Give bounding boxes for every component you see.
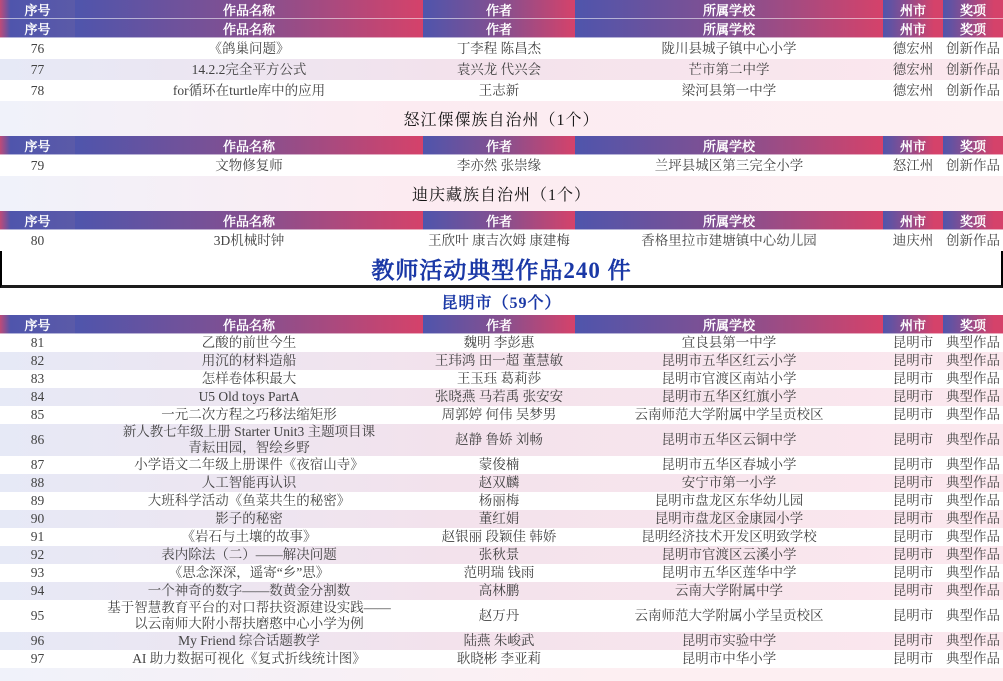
header-cell-school: 所属学校 [575, 0, 883, 19]
cell-title [75, 155, 423, 176]
cell-city: 怒江州 [892, 157, 934, 173]
cell-authors: 蒙俊楠 [478, 457, 520, 473]
cell-award: 典型作品 [946, 651, 1000, 667]
cell-authors: 赵银丽 段颖佳 韩娇 [441, 529, 557, 545]
table-row [0, 492, 1003, 510]
title-line: 《思念深深，遥寄“乡”思》 [168, 565, 330, 581]
cell-school: 安宁市第一小学 [681, 475, 777, 491]
table-row [0, 564, 1003, 582]
title-line: 《鸽巢问题》 [208, 40, 290, 56]
results-table [0, 211, 1003, 251]
header-cell-authors: 作者 [423, 0, 575, 19]
title-line: 新人教七年级上册 Starter Unit3 主题项目课 [122, 424, 376, 440]
cell-no: 80 [30, 232, 45, 248]
cell-award: 创新作品 [946, 40, 1000, 56]
cell-city: 德宏州 [892, 82, 934, 98]
cell-school: 梁河县第一中学 [681, 82, 777, 98]
cell-title [75, 38, 423, 59]
cell-school: 昆明经济技术开发区明致学校 [641, 529, 817, 545]
cell-school: 云南师范大学附属小学呈贡校区 [634, 608, 824, 624]
table-row [0, 650, 1003, 668]
table-row [0, 456, 1003, 474]
cell-no: 88 [30, 475, 45, 491]
cell-no: 76 [30, 40, 45, 56]
header-cell-city: 州市 [883, 19, 943, 38]
cell-city: 迪庆州 [892, 232, 934, 248]
cell-city: 昆明市 [892, 633, 934, 649]
header-cell-authors: 作者 [423, 136, 575, 155]
table-row [0, 600, 1003, 632]
cell-authors: 赵万丹 [478, 608, 520, 624]
cell-award: 典型作品 [946, 565, 1000, 581]
cell-no: 77 [30, 61, 45, 77]
cell-city: 昆明市 [892, 389, 934, 405]
cell-award: 创新作品 [946, 232, 1000, 248]
cell-award: 典型作品 [946, 633, 1000, 649]
cell-school: 陇川县城子镇中心小学 [661, 40, 797, 56]
header-cell-award: 奖项 [943, 211, 1003, 230]
cell-authors: 王欣叶 康吉次姆 康建梅 [428, 232, 570, 248]
title-line: for循环在turtle库中的应用 [172, 82, 326, 98]
cell-title [75, 388, 423, 406]
table-row [0, 388, 1003, 406]
cell-school: 兰坪县城区第三完全小学 [654, 157, 804, 173]
table-row [0, 38, 1003, 59]
cell-no: 85 [30, 407, 45, 423]
cell-no: 79 [30, 157, 45, 173]
cell-authors: 王玮鸿 田一超 董慧敏 [434, 353, 564, 369]
header-cell-school: 所属学校 [575, 211, 883, 230]
header-row [0, 211, 1003, 230]
header-cell-city: 州市 [883, 0, 943, 19]
table-row [0, 474, 1003, 492]
table-row [0, 424, 1003, 456]
cell-school: 云南师范大学附属中学呈贡校区 [634, 407, 824, 423]
cell-authors: 耿晓彬 李亚莉 [456, 651, 542, 667]
header-cell-school: 所属学校 [575, 315, 883, 334]
title-line: 表内除法（二）——解决问题 [161, 547, 337, 563]
cell-no: 97 [30, 651, 45, 667]
header-cell-authors: 作者 [423, 315, 575, 334]
cell-award: 典型作品 [946, 371, 1000, 387]
cell-school: 昆明市官渡区云溪小学 [661, 547, 797, 563]
cell-authors: 李亦然 张崇缘 [456, 157, 542, 173]
cell-authors: 魏明 李彭惠 [463, 335, 535, 351]
header-row [0, 136, 1003, 155]
header-cell-no: 序号 [0, 315, 75, 334]
table-row [0, 546, 1003, 564]
header-cell-school: 所属学校 [575, 136, 883, 155]
cell-city: 昆明市 [892, 371, 934, 387]
cell-no: 81 [30, 335, 45, 351]
header-cell-award: 奖项 [943, 136, 1003, 155]
cell-authors: 杨丽梅 [478, 493, 520, 509]
cell-award: 典型作品 [946, 353, 1000, 369]
cell-no: 84 [30, 389, 45, 405]
header-cell-award: 奖项 [943, 19, 1003, 38]
cell-city: 昆明市 [892, 335, 934, 351]
cell-city: 德宏州 [892, 40, 934, 56]
header-cell-award: 奖项 [943, 0, 1003, 19]
cell-city: 昆明市 [892, 608, 934, 624]
cell-award: 典型作品 [946, 511, 1000, 527]
cell-school: 昆明市五华区春城小学 [661, 457, 797, 473]
section-heading: 怒江傈僳族自治州（1个） [0, 101, 1003, 136]
cell-title [75, 492, 423, 510]
cell-school: 昆明市盘龙区东华幼儿园 [654, 493, 804, 509]
cell-school: 昆明市中华小学 [681, 651, 777, 667]
header-cell-authors: 作者 [423, 19, 575, 38]
header-cell-city: 州市 [883, 315, 943, 334]
cell-title [75, 352, 423, 370]
cell-title [75, 424, 423, 456]
cell-no: 93 [30, 565, 45, 581]
header-row [0, 315, 1003, 334]
cell-city: 昆明市 [892, 432, 934, 448]
cell-city: 昆明市 [892, 529, 934, 545]
header-cell-no: 序号 [0, 19, 75, 38]
cell-title [75, 510, 423, 528]
cell-school: 昆明市盘龙区金康园小学 [654, 511, 804, 527]
title-line: 一个神奇的数字——数黄金分割数 [147, 583, 351, 599]
cell-city: 昆明市 [892, 457, 934, 473]
table-row [0, 59, 1003, 80]
header-cell-title: 作品名称 [75, 0, 423, 19]
title-line: My Friend 综合话题教学 [178, 633, 320, 649]
cell-title [75, 582, 423, 600]
cell-no: 95 [30, 608, 45, 624]
cell-school: 香格里拉市建塘镇中心幼儿园 [641, 232, 817, 248]
cell-award: 典型作品 [946, 547, 1000, 563]
header-cell-city: 州市 [883, 211, 943, 230]
cell-authors: 周郭婷 何伟 吴梦男 [441, 407, 557, 423]
cell-award: 典型作品 [946, 335, 1000, 351]
cell-award: 典型作品 [946, 583, 1000, 599]
table-row [0, 352, 1003, 370]
title-line: 基于智慧教育平台的对口帮扶资源建设实践—— [107, 600, 391, 616]
header-cell-city: 州市 [883, 136, 943, 155]
cell-authors: 董红娟 [478, 511, 520, 527]
title-line: 怎样卷体积最大 [201, 371, 297, 387]
title-line: 大班科学活动《鱼菜共生的秘密》 [147, 493, 351, 509]
cell-authors: 高林鹏 [478, 583, 520, 599]
cell-no: 94 [30, 583, 45, 599]
cell-city: 昆明市 [892, 547, 934, 563]
cell-award: 典型作品 [946, 389, 1000, 405]
title-line: 人工智能再认识 [201, 475, 297, 491]
results-table [0, 315, 1003, 668]
header-cell-title: 作品名称 [75, 136, 423, 155]
table-row [0, 528, 1003, 546]
cell-award: 典型作品 [946, 407, 1000, 423]
cell-title [75, 334, 423, 352]
cell-city: 昆明市 [892, 493, 934, 509]
title-line: 乙酸的前世今生 [201, 335, 297, 351]
cell-authors: 袁兴龙 代兴会 [456, 61, 542, 77]
main-title: 教师活动典型作品240 件 [0, 251, 1003, 288]
cell-title [75, 406, 423, 424]
title-line: 14.2.2完全平方公式 [191, 61, 307, 77]
cell-school: 昆明市五华区云铜中学 [661, 432, 797, 448]
cell-school: 宜良县第一中学 [681, 335, 777, 351]
cell-no: 96 [30, 633, 45, 649]
title-line: U5 Old toys PartA [198, 389, 300, 405]
cell-award: 典型作品 [946, 608, 1000, 624]
cell-authors: 王志新 [478, 82, 520, 98]
cell-title [75, 632, 423, 650]
header-cell-no: 序号 [0, 136, 75, 155]
cell-title [75, 59, 423, 80]
cell-title [75, 80, 423, 101]
cell-authors: 范明瑞 钱雨 [463, 565, 535, 581]
city-heading: 昆明市（59个） [0, 288, 1003, 315]
cell-award: 创新作品 [946, 82, 1000, 98]
table-row [0, 582, 1003, 600]
cell-no: 90 [30, 511, 45, 527]
cell-award: 典型作品 [946, 493, 1000, 509]
cell-award: 创新作品 [946, 61, 1000, 77]
cell-authors: 王玉珏 葛莉莎 [456, 371, 542, 387]
cell-city: 昆明市 [892, 565, 934, 581]
cell-title [75, 370, 423, 388]
cell-authors: 丁李程 陈昌杰 [456, 40, 542, 56]
cell-school: 昆明市五华区红旗小学 [661, 389, 797, 405]
title-line: 青耘田园，智绘乡野 [188, 440, 310, 455]
cell-authors: 赵双麟 [478, 475, 520, 491]
cell-no: 86 [30, 432, 45, 448]
title-line: 《岩石与土壤的故事》 [181, 529, 317, 545]
title-line: 影子的秘密 [215, 511, 283, 527]
results-table [0, 136, 1003, 176]
cell-authors: 张秋景 [478, 547, 520, 563]
title-line: 小学语文二年级上册课件《夜宿山寺》 [134, 457, 364, 473]
cell-no: 83 [30, 371, 45, 387]
cell-title [75, 546, 423, 564]
header-row [0, 0, 1003, 19]
cell-city: 昆明市 [892, 353, 934, 369]
cell-title [75, 230, 423, 251]
footer-band [0, 668, 1003, 681]
table-row [0, 334, 1003, 352]
cell-award: 典型作品 [946, 475, 1000, 491]
cell-city: 昆明市 [892, 651, 934, 667]
title-line: 文物修复师 [215, 157, 283, 173]
table-row [0, 370, 1003, 388]
cell-school: 昆明市五华区红云小学 [661, 353, 797, 369]
cell-no: 78 [30, 82, 45, 98]
cell-school: 昆明市实验中学 [681, 633, 777, 649]
header-cell-authors: 作者 [423, 211, 575, 230]
title-line: 3D机械时钟 [213, 232, 285, 248]
table-row [0, 155, 1003, 176]
cell-authors: 陆燕 朱峻武 [463, 633, 535, 649]
header-cell-title: 作品名称 [75, 211, 423, 230]
cell-city: 昆明市 [892, 407, 934, 423]
cell-no: 89 [30, 493, 45, 509]
cell-no: 91 [30, 529, 45, 545]
cell-authors: 张晓燕 马若禹 张安安 [434, 389, 564, 405]
cell-title [75, 474, 423, 492]
table-row [0, 230, 1003, 251]
header-cell-school: 所属学校 [575, 19, 883, 38]
table-row [0, 632, 1003, 650]
cell-award: 典型作品 [946, 432, 1000, 448]
cell-school: 昆明市官渡区南站小学 [661, 371, 797, 387]
cell-award: 创新作品 [946, 157, 1000, 173]
table-row [0, 510, 1003, 528]
title-line: 以云南师大附小帮扶磨憨中心小学为例 [134, 616, 364, 631]
section-heading: 迪庆藏族自治州（1个） [0, 176, 1003, 211]
table-row [0, 406, 1003, 424]
cell-no: 82 [30, 353, 45, 369]
cell-no: 87 [30, 457, 45, 473]
cell-title [75, 564, 423, 582]
title-line: 一元二次方程之巧移法缩矩形 [161, 407, 337, 423]
cell-city: 昆明市 [892, 475, 934, 491]
cell-title [75, 456, 423, 474]
cell-title [75, 650, 423, 668]
cell-city: 德宏州 [892, 61, 934, 77]
cell-title [75, 528, 423, 546]
cell-school: 芒市第二中学 [688, 61, 770, 77]
header-cell-title: 作品名称 [75, 19, 423, 38]
cell-city: 昆明市 [892, 583, 934, 599]
header-cell-title: 作品名称 [75, 315, 423, 334]
title-line: AI 助力数据可视化《复式折线统计图》 [132, 651, 366, 667]
cell-authors: 赵静 鲁娇 刘畅 [455, 432, 543, 448]
table-row [0, 80, 1003, 101]
header-cell-award: 奖项 [943, 315, 1003, 334]
cell-award: 典型作品 [946, 529, 1000, 545]
cell-title [75, 600, 423, 632]
results-table [0, 0, 1003, 101]
cell-school: 昆明市五华区莲华中学 [661, 565, 797, 581]
cell-no: 92 [30, 547, 45, 563]
title-line: 用沉的材料造船 [201, 353, 297, 369]
header-cell-no: 序号 [0, 0, 75, 19]
header-row [0, 19, 1003, 38]
cell-city: 昆明市 [892, 511, 934, 527]
cell-award: 典型作品 [946, 457, 1000, 473]
header-cell-no: 序号 [0, 211, 75, 230]
cell-school: 云南大学附属中学 [675, 583, 783, 599]
